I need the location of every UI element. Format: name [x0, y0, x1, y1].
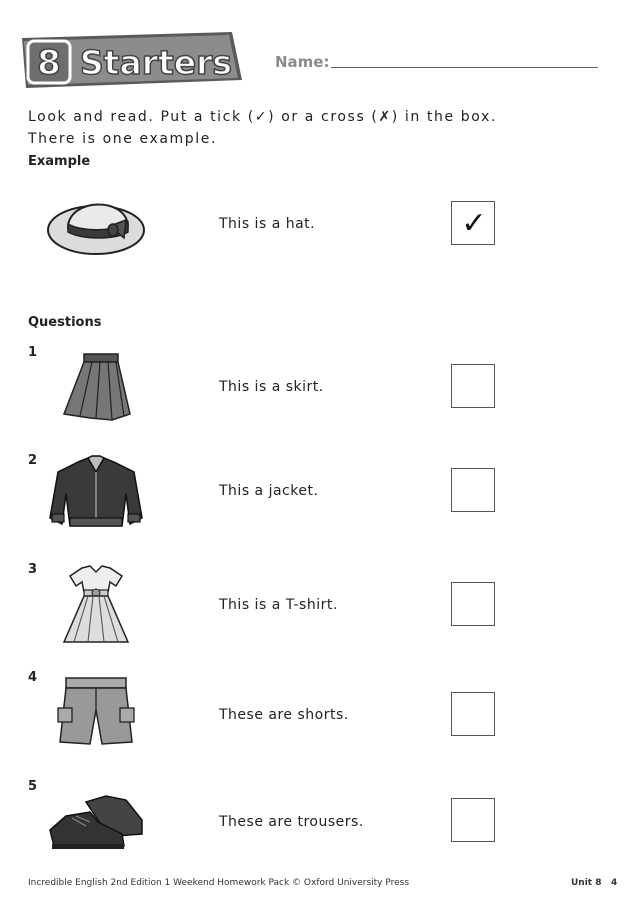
- question-sentence: This is a T-shirt.: [219, 597, 338, 613]
- question-sentence: These are trousers.: [219, 814, 364, 830]
- name-label: Name:: [275, 53, 330, 71]
- shoes-icon: [46, 790, 146, 854]
- hat-icon: [46, 190, 148, 262]
- page-number: 4: [611, 878, 618, 888]
- question-sentence: This a jacket.: [219, 483, 319, 499]
- unit-number: 8: [37, 43, 61, 83]
- shorts-icon: [56, 676, 136, 746]
- brand-title: Starters: [79, 43, 233, 82]
- answer-box-3[interactable]: [451, 582, 495, 626]
- dress-icon: [60, 564, 132, 646]
- jacket-icon: [48, 454, 144, 534]
- instructions: [28, 106, 497, 150]
- question-sentence: These are shorts.: [219, 707, 349, 723]
- answer-box-1[interactable]: [451, 364, 495, 408]
- question-sentence: This is a skirt.: [219, 379, 324, 395]
- questions-heading: Questions: [28, 315, 102, 330]
- starters-banner: [20, 32, 242, 88]
- question-number: 4: [28, 670, 38, 685]
- answer-box-5[interactable]: [451, 798, 495, 842]
- skirt-icon: [60, 350, 132, 422]
- footer-unit: Unit 8: [571, 878, 602, 888]
- answer-box-4[interactable]: [451, 692, 495, 736]
- answer-box-2[interactable]: [451, 468, 495, 512]
- question-number: 1: [28, 345, 38, 360]
- example-sentence: This is a hat.: [219, 216, 316, 232]
- instruction-line-2: There is one example.: [28, 131, 217, 147]
- question-number: 2: [28, 453, 38, 468]
- example-heading: Example: [28, 154, 91, 169]
- question-number: 3: [28, 562, 38, 577]
- footer-credit: Incredible English 2nd Edition 1 Weekend Homework Pack © Oxford University Press: [28, 878, 410, 888]
- question-number: 5: [28, 779, 38, 794]
- example-answer-box: [451, 201, 495, 245]
- instruction-line-1: Look and read. Put a tick (✓) or a cross (✗) in the box.: [28, 109, 497, 125]
- tick-mark: ✓: [461, 206, 487, 241]
- name-field[interactable]: [331, 67, 598, 68]
